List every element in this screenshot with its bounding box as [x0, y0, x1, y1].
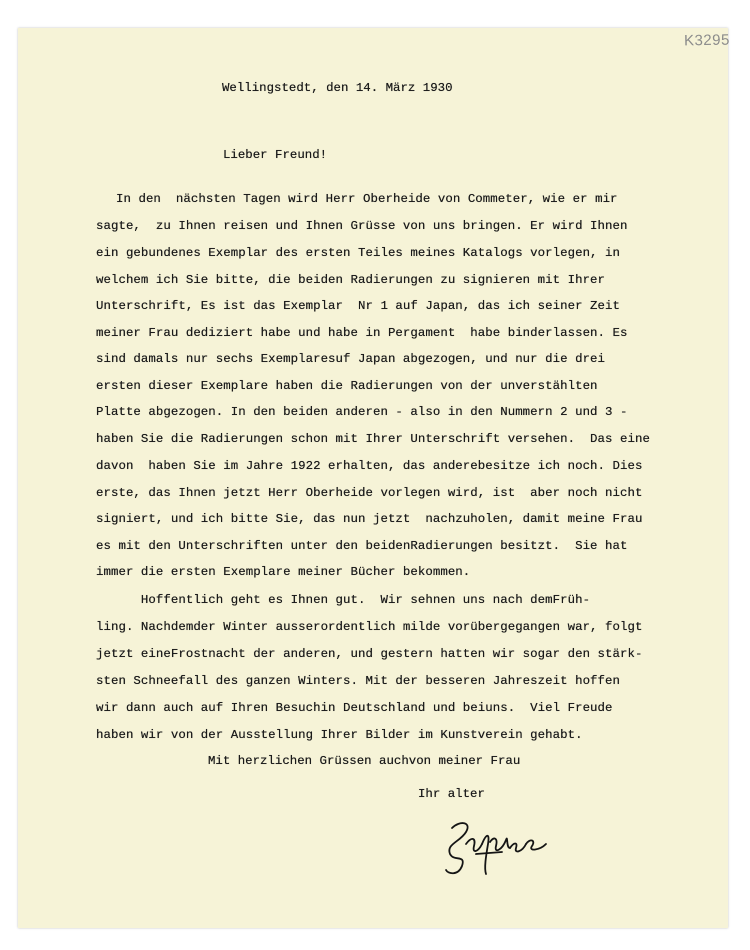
body-line: Platte abgezogen. In den beiden anderen - also in den Nummern 2 und 3 - [96, 405, 628, 419]
body-line: sind damals nur sechs Exemplaresuf Japan abgezogen, und nur die drei [96, 352, 606, 366]
body-line: ein gebundenes Exemplar des ersten Teiles meines Katalogs vorlegen, in [96, 246, 620, 260]
body-line: sagte, zu Ihnen reisen und Ihnen Grüsse von uns bringen. Er wird Ihnen [96, 219, 628, 233]
body-line: davon haben Sie im Jahre 1922 erhalten, das anderebesitze ich noch. Dies [96, 459, 643, 473]
place-date: Wellingstedt, den 14. März 1930 [222, 81, 453, 95]
body-line: jetzt eineFrostnacht der anderen, und gestern hatten wir sogar den stärk- [96, 647, 643, 661]
body-line: immer die ersten Exemplare meiner Bücher bekommen. [96, 565, 471, 579]
body-line: sten Schneefall des ganzen Winters. Mit der besseren Jahreszeit hoffen [96, 674, 620, 688]
body-line: es mit den Unterschriften unter den beidenRadierungen besitzt. Sie hat [96, 539, 628, 553]
body-line: ersten dieser Exemplare haben die Radierungen von der unverstählten [96, 379, 598, 393]
handwritten-signature [436, 814, 556, 884]
body-line: Hoffentlich geht es Ihnen gut. Wir sehnen uns nach demFrüh- [96, 593, 591, 607]
body-line: erste, das Ihnen jetzt Herr Oberheide vorlegen wird, ist aber noch nicht [96, 486, 643, 500]
archive-number: K3295 [683, 31, 731, 50]
closing: Mit herzlichen Grüssen auchvon meiner Frau [208, 754, 521, 768]
body-line: wir dann auch auf Ihren Besuchin Deutschland und beiuns. Viel Freude [96, 701, 613, 715]
body-line: In den nächsten Tagen wird Herr Oberheide von Commeter, wie er mir [116, 192, 618, 206]
body-line: welchem ich Sie bitte, die beiden Radierungen zu signieren mit Ihrer [96, 273, 606, 287]
body-line: haben Sie die Radierungen schon mit Ihrer Unterschrift versehen. Das eine [96, 432, 650, 446]
body-line: signiert, und ich bitte Sie, das nun jetzt nachzuholen, damit meine Frau [96, 512, 643, 526]
body-line: ling. Nachdemder Winter ausserordentlich milde vorübergegangen war, folgt [96, 620, 643, 634]
body-line: Unterschrift, Es ist das Exemplar Nr 1 auf Japan, das ich seiner Zeit [96, 299, 620, 313]
body-line: haben wir von der Ausstellung Ihrer Bilder im Kunstverein gehabt. [96, 728, 583, 742]
salutation: Lieber Freund! [223, 148, 328, 162]
letter-page [18, 28, 731, 928]
sign-off: Ihr alter [418, 787, 485, 801]
body-line: meiner Frau dediziert habe und habe in Pergament habe binderlassen. Es [96, 326, 628, 340]
